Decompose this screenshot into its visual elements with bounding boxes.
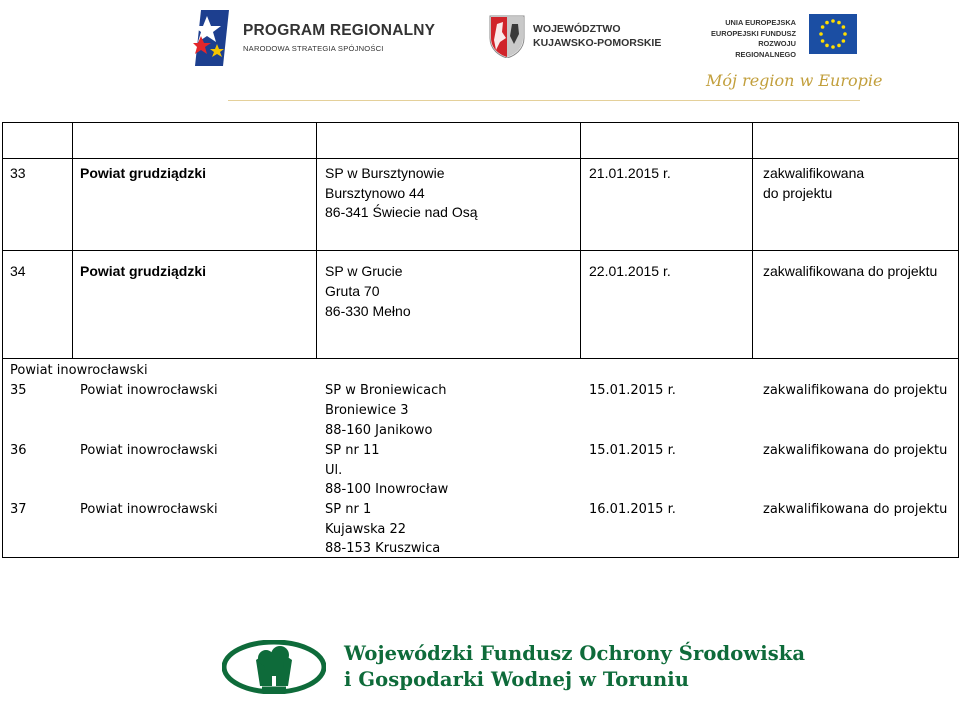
status-cell: zakwalifikowana do projektu (763, 443, 948, 458)
school-name: SP w Grucie (325, 263, 403, 279)
school-postal: 88-100 Inowrocław (325, 482, 449, 497)
school-name: SP nr 11 (325, 443, 380, 458)
school-address: Bursztynowo 44 (325, 185, 425, 201)
table-border-left (2, 122, 3, 558)
table-row-divider (2, 250, 959, 251)
group-header: Powiat inowrocławski (10, 363, 148, 378)
row-number: 36 (10, 443, 27, 458)
district-cell: Powiat grudziądzki (80, 165, 207, 181)
row-number: 37 (10, 502, 27, 517)
date-cell: 21.01.2015 r. (589, 165, 671, 181)
table-row-divider (2, 358, 959, 359)
school-name: SP w Bursztynowie (325, 165, 445, 181)
row-number: 35 (10, 383, 27, 398)
footer-institution-line2: i Gospodarki Wodnej w Toruniu (344, 668, 690, 691)
table-column-divider (580, 122, 581, 358)
program-subtitle: NARODOWA STRATEGIA SPÓJNOŚCI (243, 44, 384, 53)
table-column-divider (752, 122, 753, 358)
district-cell: Powiat inowrocławski (80, 502, 218, 517)
school-name: SP nr 1 (325, 502, 372, 517)
status-cell: zakwalifikowana do projektu (763, 263, 938, 279)
table-border-top (2, 122, 959, 123)
table-border-bottom (2, 557, 959, 558)
school-postal: 88-153 Kruszwica (325, 541, 441, 556)
district-cell: Powiat grudziądzki (80, 263, 207, 279)
row-number: 33 (10, 165, 26, 181)
eu-text-line2: EUROPEJSKI FUNDUSZ (710, 28, 796, 38)
school-postal: 88-160 Janikowo (325, 423, 433, 438)
school-address: Gruta 70 (325, 283, 380, 299)
district-cell: Powiat inowrocławski (80, 383, 218, 398)
table-row-divider (2, 158, 959, 159)
school-address: Ul. (325, 463, 343, 478)
table-column-divider (316, 122, 317, 358)
row-number: 34 (10, 263, 26, 279)
table-column-divider (72, 122, 73, 358)
date-cell: 15.01.2015 r. (589, 443, 676, 458)
motto: Mój region w Europie (706, 71, 883, 90)
school-postal: 86-330 Mełno (325, 303, 411, 319)
wfos-logo-icon (222, 640, 326, 694)
voivodeship-name-line1: WOJEWÓDZTWO (533, 23, 621, 35)
program-title: PROGRAM REGIONALNY (243, 22, 436, 39)
school-postal: 86-341 Świecie nad Osą (325, 204, 478, 220)
date-cell: 16.01.2015 r. (589, 502, 676, 517)
table-border-right (958, 122, 959, 558)
voivodeship-name-line2: KUJAWSKO-POMORSKIE (533, 37, 662, 49)
status-cell: zakwalifikowana do projektu (763, 502, 948, 517)
district-cell: Powiat inowrocławski (80, 443, 218, 458)
eu-text-line1: UNIA EUROPEJSKA (725, 18, 796, 27)
page-footer (222, 636, 822, 698)
status-cell: zakwalifikowana (763, 165, 865, 181)
date-cell: 15.01.2015 r. (589, 383, 676, 398)
status-cell: zakwalifikowana do projektu (763, 383, 948, 398)
school-address: Broniewice 3 (325, 403, 409, 418)
date-cell: 22.01.2015 r. (589, 263, 671, 279)
status-cell-continued: do projektu (763, 185, 833, 201)
school-address: Kujawska 22 (325, 522, 407, 537)
footer-institution-line1: Wojewódzki Fundusz Ochrony Środowiska (344, 642, 806, 665)
eu-text-line3: ROZWOJU REGIONALNEGO (735, 39, 796, 59)
school-name: SP w Broniewicach (325, 383, 447, 398)
